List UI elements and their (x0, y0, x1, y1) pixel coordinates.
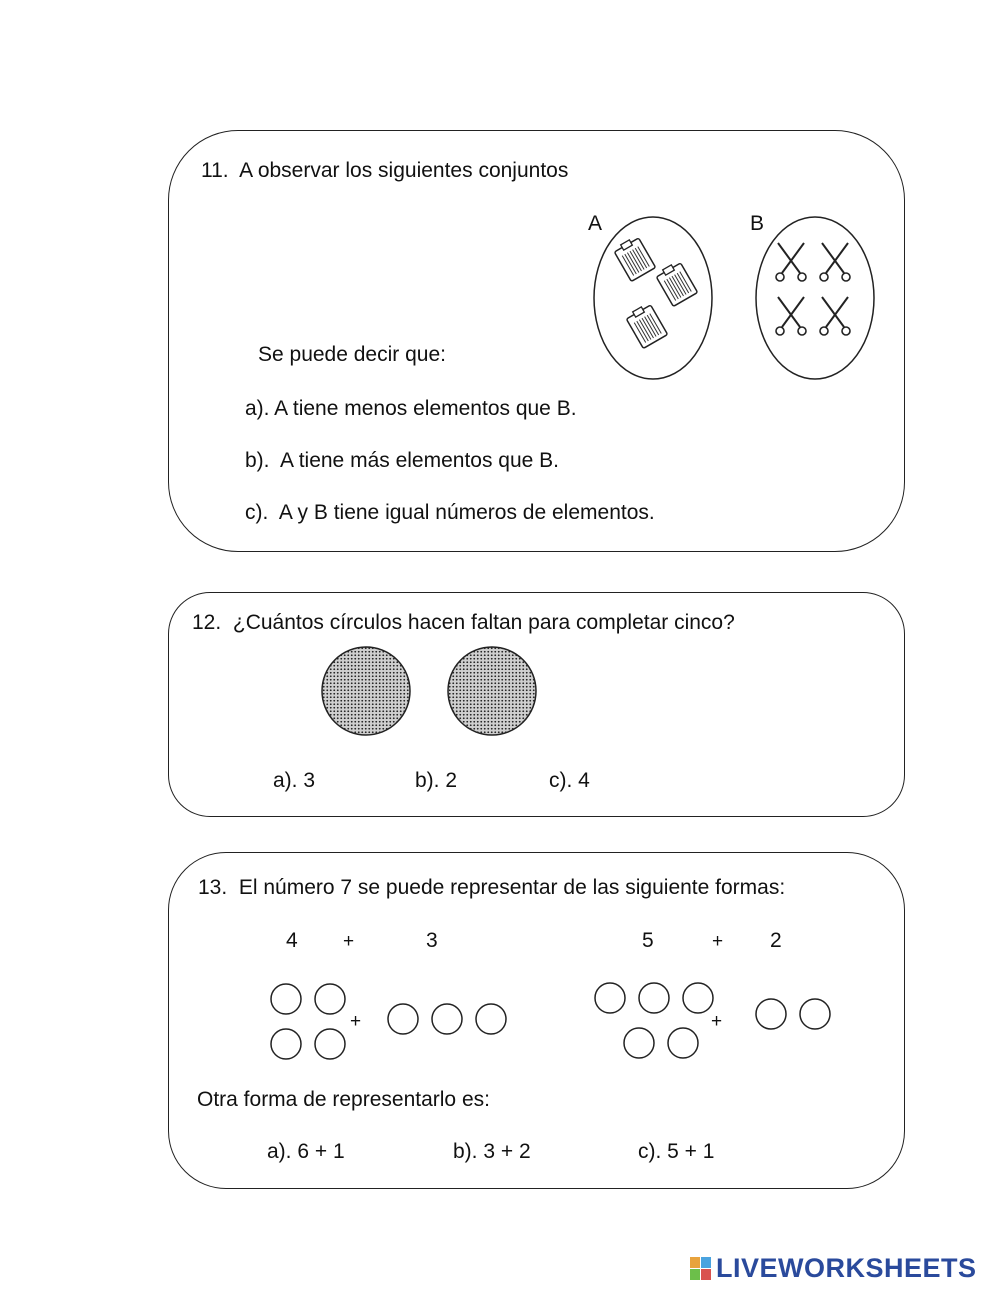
group1-circle-plus: + (350, 1011, 362, 1032)
group1-plus: + (343, 931, 355, 952)
empty-circle (271, 1029, 301, 1059)
q13-option-b[interactable]: b). 3 + 2 (453, 1140, 531, 1163)
liveworksheets-logo[interactable] (690, 1255, 977, 1282)
empty-circle (668, 1028, 698, 1058)
set-b-label: B (750, 212, 765, 235)
clipboard-icon (625, 302, 668, 348)
clipboard-icon (655, 260, 698, 306)
question-13-text: 13. El número 7 se puede representar de las siguiente formas: (198, 876, 786, 899)
filled-circles (315, 643, 545, 743)
question-13-prompt: Otra forma de representarlo es: (197, 1088, 490, 1111)
q13-option-a[interactable]: a). 6 + 1 (267, 1140, 345, 1163)
q12-option-a[interactable]: a). 3 (273, 769, 316, 792)
group2-plus: + (712, 931, 724, 952)
empty-circle (800, 999, 830, 1029)
empty-circle (432, 1004, 462, 1034)
group2-circle-plus: + (711, 1011, 723, 1032)
empty-circle (756, 999, 786, 1029)
group1-left-number: 4 (286, 929, 298, 952)
liveworksheets-blocks-icon (690, 1257, 712, 1281)
empty-circle (476, 1004, 506, 1034)
q12-option-b[interactable]: b). 2 (415, 769, 458, 792)
set-a-ellipse (594, 217, 712, 379)
q11-option-c[interactable]: c). A y B tiene igual números de elementos. (245, 501, 655, 524)
brand-name: LIVEWORKSHEETS (716, 1253, 977, 1283)
set-b-diagram (750, 212, 882, 385)
clipboard-icon (613, 235, 656, 281)
group1-circles (265, 980, 515, 1065)
empty-circle (271, 984, 301, 1014)
question-12-text: 12. ¿Cuántos círculos hacen faltan para completar cinco? (192, 611, 735, 634)
q11-option-a[interactable]: a). A tiene menos elementos que B. (245, 397, 577, 420)
empty-circle (683, 983, 713, 1013)
group2-right-number: 2 (770, 929, 782, 952)
scissors-icon (776, 243, 806, 281)
set-a-label: A (588, 212, 603, 235)
group2-left-number: 5 (642, 929, 654, 952)
group1-right-number: 3 (426, 929, 438, 952)
empty-circle (388, 1004, 418, 1034)
dotted-circle (448, 647, 536, 735)
empty-circle (639, 983, 669, 1013)
q11-option-b[interactable]: b). A tiene más elementos que B. (245, 449, 560, 472)
dotted-circle (322, 647, 410, 735)
set-a-diagram (588, 212, 720, 385)
set-b-ellipse (756, 217, 874, 379)
scissors-icon (820, 243, 850, 281)
scissors-icon (820, 297, 850, 335)
empty-circle (315, 984, 345, 1014)
q13-option-c[interactable]: c). 5 + 1 (638, 1140, 715, 1163)
empty-circle (624, 1028, 654, 1058)
question-11-text: 11. A observar los siguientes conjuntos (201, 159, 569, 182)
empty-circle (315, 1029, 345, 1059)
q12-option-c[interactable]: c). 4 (549, 769, 590, 792)
scissors-icon (776, 297, 806, 335)
question-11-prompt: Se puede decir que: (258, 343, 446, 366)
empty-circle (595, 983, 625, 1013)
